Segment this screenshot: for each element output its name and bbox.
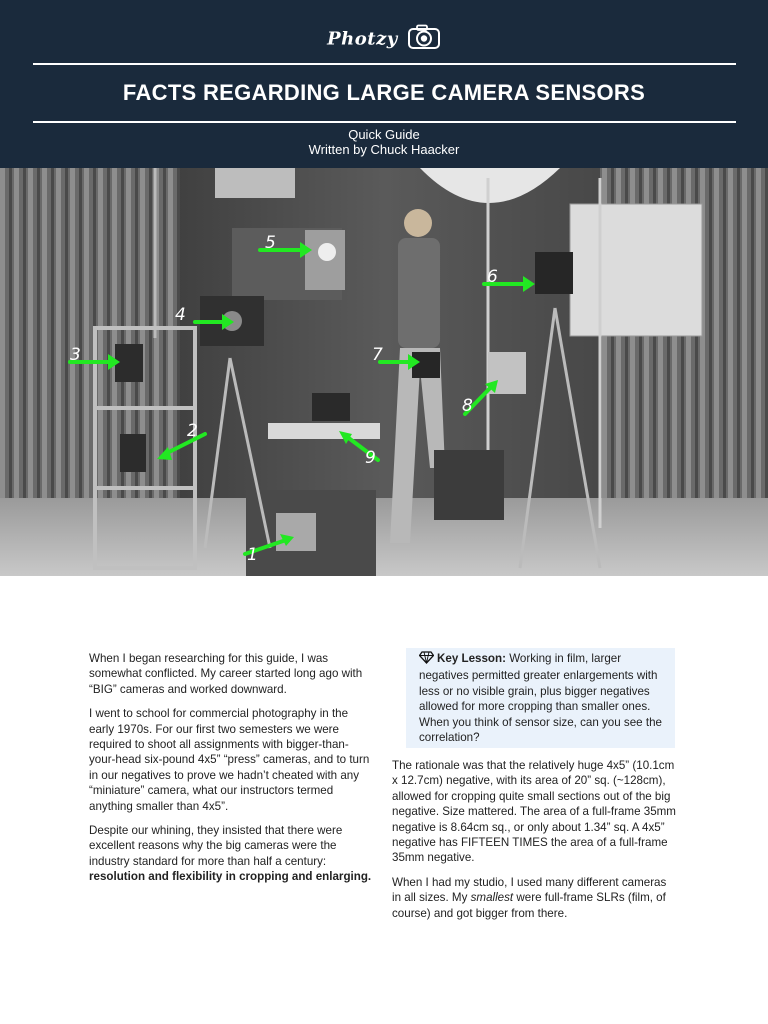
left-column xyxy=(89,651,375,894)
paragraph-text: Despite our whining, they insisted that there were excellent reasons why the big cameras were the industry standard for more than half a century: xyxy=(89,824,343,868)
key-lesson-label: Key Lesson: xyxy=(437,652,506,665)
callout-label: 8 xyxy=(462,396,473,416)
callout-label: 9 xyxy=(365,448,376,468)
callout-label: 1 xyxy=(247,545,258,565)
callout-label: 2 xyxy=(187,421,198,441)
studio-photo xyxy=(0,168,768,576)
diamond-icon xyxy=(419,651,434,668)
subtitle-author: Written by Chuck Haacker xyxy=(308,142,460,157)
paragraph: I went to school for commercial photography in the early 1970s. For our first two semesters we were required to shoot all assignments with bigger-than-your-head six-pound 4x5” “press” cameras, and to turn in our negatives to prove we hadn’t cheated with any “miniature” camera, what our instructors termed anything smaller than 4x5”. xyxy=(89,707,370,813)
header-rule-bottom xyxy=(33,121,736,123)
paragraph-emphasis: resolution and flexibility in cropping and enlarging. xyxy=(89,870,372,884)
callout-label: 3 xyxy=(70,345,81,365)
key-lesson-text: Working in film, larger negatives permitted greater enlargements with less or no visible grain, plus bigger negatives allowed for more cropping than smaller ones. When you think of sensor size, can you see the correlation? xyxy=(419,652,662,745)
paragraph: The rationale was that the relatively huge 4x5” (10.1cm x 12.7cm) negative, with its area of 20” sq. (~128cm), allowed for cropping quite small sections out of the big negative. Size mattered. The area of a full-frame 35mm negative is 8.64cm sq., or only about 1.34” sq. A 4x5” negative has FIFTEEN TIMES the area of a full-frame 35mm negative. xyxy=(392,759,676,865)
right-column xyxy=(392,758,678,930)
page-subtitle xyxy=(0,127,768,157)
paragraph-emphasis: smallest xyxy=(470,891,514,905)
paragraph-text: were full-frame SLRs (film, of course) and got bigger from there. xyxy=(392,891,666,920)
camera-logo-icon xyxy=(407,24,441,54)
key-lesson-box xyxy=(406,648,675,748)
brand-name: Photzy xyxy=(327,28,398,50)
subtitle-guide-type: Quick Guide xyxy=(348,127,420,142)
paragraph: When I began researching for this guide, I was somewhat conflicted. My career started long ago with “BIG” cameras and worked downward. xyxy=(89,652,363,696)
paragraph-text: When I had my studio, I used many different cameras in all sizes. My xyxy=(392,875,667,905)
callout-label: 7 xyxy=(372,345,383,365)
callout-label: 6 xyxy=(487,267,498,287)
paragraph xyxy=(89,823,375,885)
paragraph xyxy=(392,875,678,921)
brand-logo xyxy=(0,24,768,54)
header-banner xyxy=(0,0,768,168)
page-title: FACTS REGARDING LARGE CAMERA SENSORS xyxy=(122,80,646,105)
callout-label: 5 xyxy=(265,233,276,253)
header-rule-top xyxy=(33,63,736,65)
callout-label: 4 xyxy=(175,305,186,325)
